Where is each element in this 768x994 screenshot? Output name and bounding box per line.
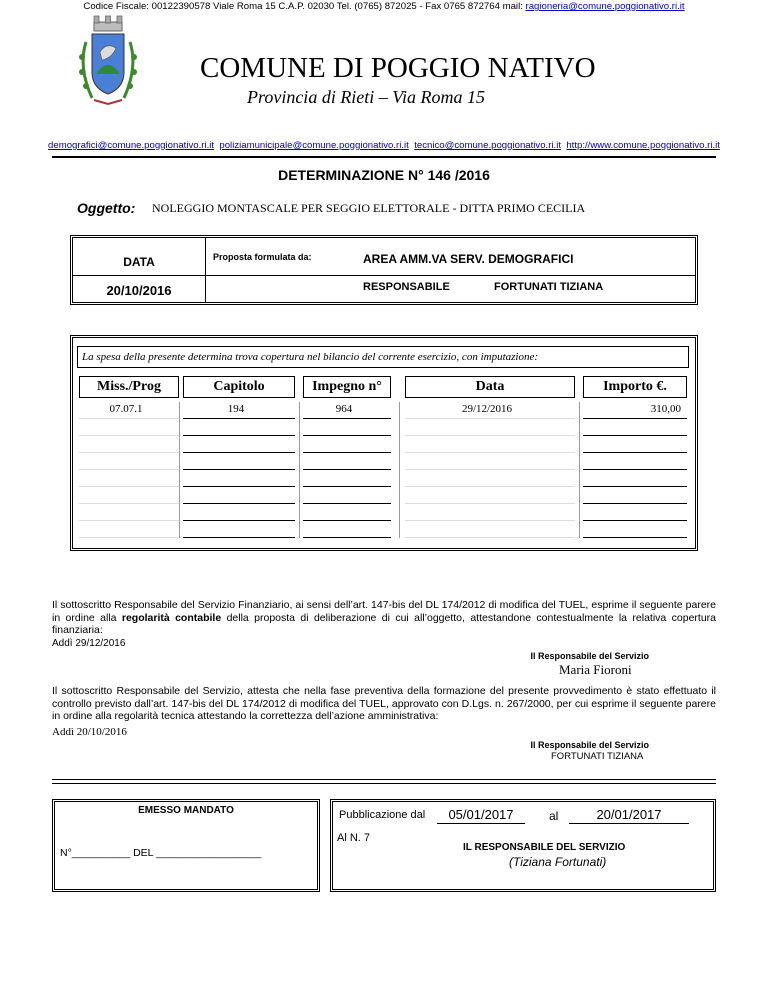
spesa-cell [79,453,179,470]
spesa-column-divider [179,402,180,538]
parere-finanziario-text [52,599,716,637]
tecnico-resp-label: Il Responsabile del Servizio [530,740,649,750]
pubblicazione-numero: Al N. 7 [337,832,371,844]
spesa-cell [583,521,687,538]
parere-tecnico-text: Il sottoscritto Responsabile del Servizio, attesta che nella fase preventiva della formazione del presente provvedimento è stato effettuato il controllo previsto dall’art. 147-bis del DL 174/2012 di modifica del TUEL, approvato con D.Lgs. n. 267/2000, per cui esprime il seguente parere in ordine alla regolarità tecnica attestando la correttezza dell’azione amministrativa: [52,685,716,722]
pubblicazione-box [330,799,716,892]
spesa-cell [405,419,575,436]
spesa-cell [303,470,391,487]
spesa-cell [79,487,179,504]
spesa-cell [583,436,687,453]
finanziario-addi: Addì 29/12/2016 [52,638,126,649]
pubblicazione-al-label: al [549,809,559,823]
parere-finanziario-bold: regolarità contabile [121,611,222,624]
spesa-cell [583,419,687,436]
spesa-cell [405,470,575,487]
email-ragioneria-link[interactable]: ragioneria@comune.poggionativo.ri.it [525,1,685,12]
spesa-cell [405,521,575,538]
contact-line-2 [0,139,768,152]
spesa-column-divider [399,402,400,538]
contact-line-1 [0,0,768,13]
spesa-header-2: Impegno n° [303,376,391,398]
spesa-cell [183,436,295,453]
data-value: 20/10/2016 [106,283,172,298]
spesa-cell: 07.07.1 [79,402,179,419]
spesa-header-3: Data [405,376,575,398]
spesa-cell [583,504,687,521]
spesa-cell [405,453,575,470]
proposta-horizontal-divider [73,275,695,276]
spesa-cell [79,419,179,436]
pubblicazione-dal: 05/01/2017 [437,807,525,824]
parere-finanziario-b: della proposta di deliberazione di cui all’oggetto, attestandone contestualmente la relativa copertura finanziaria: [52,611,716,636]
spesa-cell [79,504,179,521]
spesa-cell [303,487,391,504]
oggetto-text: NOLEGGIO MONTASCALE PER SEGGIO ELETTORALE - DITTA PRIMO CECILIA [152,201,586,215]
data-label: DATA [123,255,155,269]
spesa-column-divider [579,402,580,538]
proposta-box [70,235,698,305]
spesa-cell [303,521,391,538]
mandato-title: EMESSO MANDATO [138,805,234,816]
municipality-title: COMUNE DI POGGIO NATIVO [200,52,596,84]
tecnico-resp-name: FORTUNATI TIZIANA [551,751,644,762]
spesa-cell [183,487,295,504]
spesa-cell [79,521,179,538]
website-link[interactable]: http://www.comune.poggionativo.ri.it [566,140,720,151]
municipality-subtitle: Provincia di Rieti – Via Roma 15 [247,87,485,107]
spesa-cell [583,453,687,470]
spesa-cell: 29/12/2016 [405,402,575,419]
mandato-numero: N°__________ DEL __________________ [60,847,262,859]
spesa-cell [79,470,179,487]
pubblicazione-resp-name: (Tiziana Fortunati) [509,855,607,869]
header-divider [52,156,716,158]
spesa-cell [583,470,687,487]
spesa-cell [303,419,391,436]
tecnico-addi: Addì 20/10/2016 [52,726,127,738]
spesa-cell: 310,00 [583,402,687,419]
spesa-cell [405,487,575,504]
email-tecnico-link[interactable]: tecnico@comune.poggionativo.ri.it [414,140,561,151]
spesa-header-0: Miss./Prog [79,376,179,398]
spesa-cell [183,453,295,470]
spesa-header-1: Capitolo [183,376,295,398]
spesa-cell [183,521,295,538]
spesa-intro: La spesa della presente determina trova copertura nel bilancio del corrente esercizio, con imputazione: [82,351,539,363]
spesa-box [70,335,698,551]
finanziario-resp-name: Maria Fioroni [559,662,632,677]
spesa-table [73,376,695,548]
spesa-intro-frame [77,346,689,368]
proposta-vertical-divider [205,238,206,302]
spesa-cell [183,470,295,487]
spesa-cell [405,436,575,453]
spesa-header-4: Importo €. [583,376,687,398]
spesa-column-divider [299,402,300,538]
spesa-cell [303,453,391,470]
spesa-cell [183,419,295,436]
contact-info: Codice Fiscale: 00122390578 Viale Roma 15 C.A.P. 02030 Tel. (0765) 872025 - Fax 0765 872764 mail: [83,1,526,12]
spesa-cell [405,504,575,521]
pubblicazione-al: 20/01/2017 [569,807,689,824]
footer-divider [52,779,716,784]
mandato-box [52,799,320,892]
proposta-label: Proposta formulata da: [213,252,312,262]
spesa-cell [183,504,295,521]
spesa-cell [303,436,391,453]
spesa-cell [79,436,179,453]
spesa-cell [303,504,391,521]
spesa-cell: 964 [303,402,391,419]
oggetto-label: Oggetto: [77,200,136,216]
pubblicazione-label: Pubblicazione dal [339,809,426,821]
parere-finanziario-a: Il sottoscritto Responsabile del Servizio Finanziario, ai sensi dell’art. 147-bis del DL 174/2012 di modifica del TUEL, esprime il seguente parere in ordine alla [52,599,716,624]
determinazione-title: DETERMINAZIONE N° 146 /2016 [278,167,490,183]
responsabile-label: RESPONSABILE [363,281,450,293]
spesa-cell: 194 [183,402,295,419]
email-polizia-link[interactable]: poliziamunicipale@comune.poggionativo.ri.it [219,140,409,151]
area-value: AREA AMM.VA SERV. DEMOGRAFICI [363,252,574,266]
email-demografici-link[interactable]: demografici@comune.poggionativo.ri.it [48,140,215,151]
spesa-cell [583,487,687,504]
pubblicazione-resp-label: IL RESPONSABILE DEL SERVIZIO [463,842,626,853]
responsabile-name: FORTUNATI TIZIANA [494,281,604,293]
municipal-crest-logo [72,12,144,112]
finanziario-resp-label: Il Responsabile del Servizio [530,651,649,661]
